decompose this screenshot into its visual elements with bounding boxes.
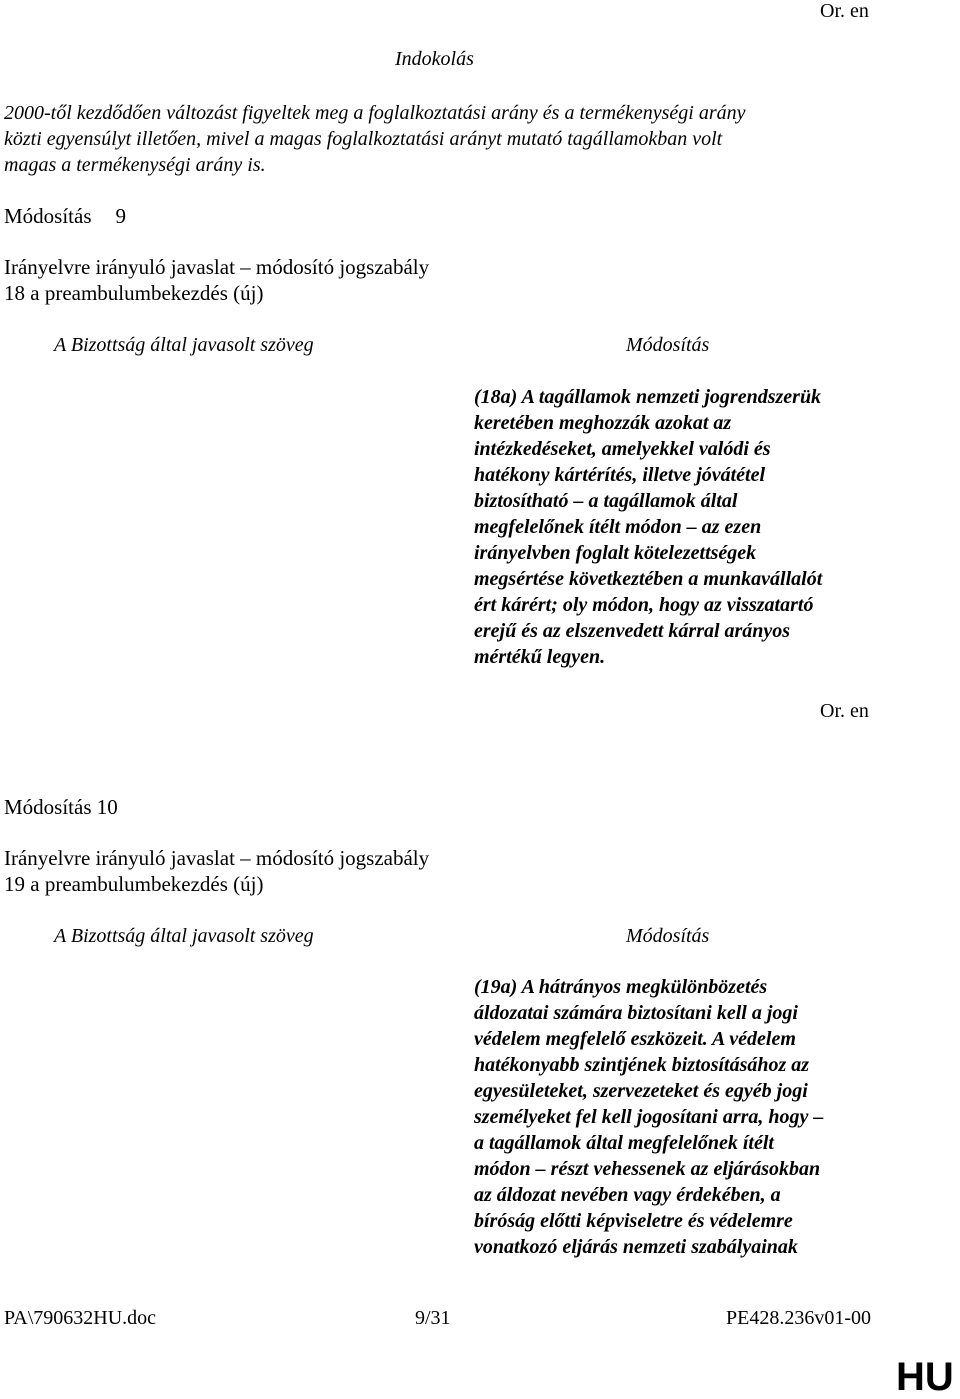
original-language-label: Or. en (820, 0, 869, 22)
justification-text (4, 100, 746, 178)
amendment-label: Módosítás (4, 204, 92, 228)
amendment-column-heading: Módosítás (626, 334, 710, 356)
amendment-number: 9 (115, 204, 127, 228)
amendment-text-line: (19a) A hátrányos megkülönbözetés (474, 976, 768, 998)
amendment-text-line: mértékű legyen. (474, 646, 606, 668)
justification-line: 2000-től kezdődően változást figyeltek meg a foglalkoztatási arány és a termékenységi arány (4, 102, 746, 124)
commission-text-column-heading: A Bizottság által javasolt szöveg (54, 334, 314, 356)
amendment-9-reference-line-2: 18 a preambulumbekezdés (új) (4, 281, 264, 305)
amendment-label: Módosítás (4, 795, 92, 819)
amendment-text-line: keretében meghozzák azokat az (474, 412, 732, 434)
amendment-text-line: intézkedéseket, amelyekkel valódi és (474, 438, 771, 460)
justification-line: magas a termékenységi arány is. (4, 154, 266, 176)
amendment-number: 10 (96, 795, 118, 819)
amendment-10-reference-line-1: Irányelvre irányuló javaslat – módosító jogszabály (4, 846, 430, 870)
amendment-text-line: ért kárért; oly módon, hogy az visszatartó (474, 594, 814, 616)
amendment-10-reference-line-2: 19 a preambulumbekezdés (új) (4, 872, 264, 896)
amendment-9-reference-line-1: Irányelvre irányuló javaslat – módosító jogszabály (4, 255, 430, 279)
amendment-text-line: személyeket fel kell jogosítani arra, hogy – (474, 1106, 824, 1128)
amendment-text-line: megfelelőnek ítélt módon – az ezen (474, 516, 762, 538)
amendment-text-line: hatékonyabb szintjének biztosításához az (474, 1054, 810, 1076)
footer-document-reference: PA\790632HU.doc (4, 1307, 157, 1329)
justification-line: közti egyensúlyt illetően, mivel a magas foglalkoztatási arányt mutató tagállamokban volt (4, 128, 723, 150)
justification-title: Indokolás (395, 48, 474, 70)
commission-text-column-heading: A Bizottság által javasolt szöveg (54, 925, 314, 947)
amendment-text-line: áldozatai számára biztosítani kell a jogi (474, 1002, 798, 1024)
amendment-text-line: módon – részt vehessenek az eljárásokban (474, 1158, 821, 1180)
amendment-9-heading (4, 203, 126, 229)
amendment-10-text (474, 974, 823, 1260)
footer-language-code: HU (896, 1355, 954, 1399)
amendment-9-text (474, 384, 822, 670)
amendment-text-line: irányelvben foglalt kötelezettségek (474, 542, 757, 564)
footer-page-number: 9/31 (415, 1307, 451, 1329)
amendment-text-line: vonatkozó eljárás nemzeti szabályainak (474, 1236, 798, 1258)
amendment-text-line: biztosítható – a tagállamok által (474, 490, 738, 512)
footer-pe-reference: PE428.236v01-00 (726, 1307, 871, 1329)
amendment-9-original-language: Or. en (820, 700, 869, 722)
amendment-text-line: erejű és az elszenvedett kárral arányos (474, 620, 791, 642)
amendment-column-heading: Módosítás (626, 925, 710, 947)
amendment-text-line: egyesületeket, szervezeteket és egyéb jogi (474, 1080, 808, 1102)
amendment-text-line: a tagállamok által megfelelőnek ítélt (474, 1132, 774, 1154)
amendment-text-line: bíróság előtti képviseletre és védelemre (474, 1210, 793, 1232)
amendment-text-line: védelem megfelelő eszközeit. A védelem (474, 1028, 796, 1050)
amendment-10-heading (4, 794, 118, 820)
amendment-text-line: hatékony kártérítés, illetve jóvátétel (474, 464, 766, 486)
amendment-text-line: (18a) A tagállamok nemzeti jogrendszerük (474, 386, 822, 408)
amendment-text-line: az áldozat nevében vagy érdekében, a (474, 1184, 781, 1206)
amendment-text-line: megsértése következtében a munkavállalót (474, 568, 823, 590)
